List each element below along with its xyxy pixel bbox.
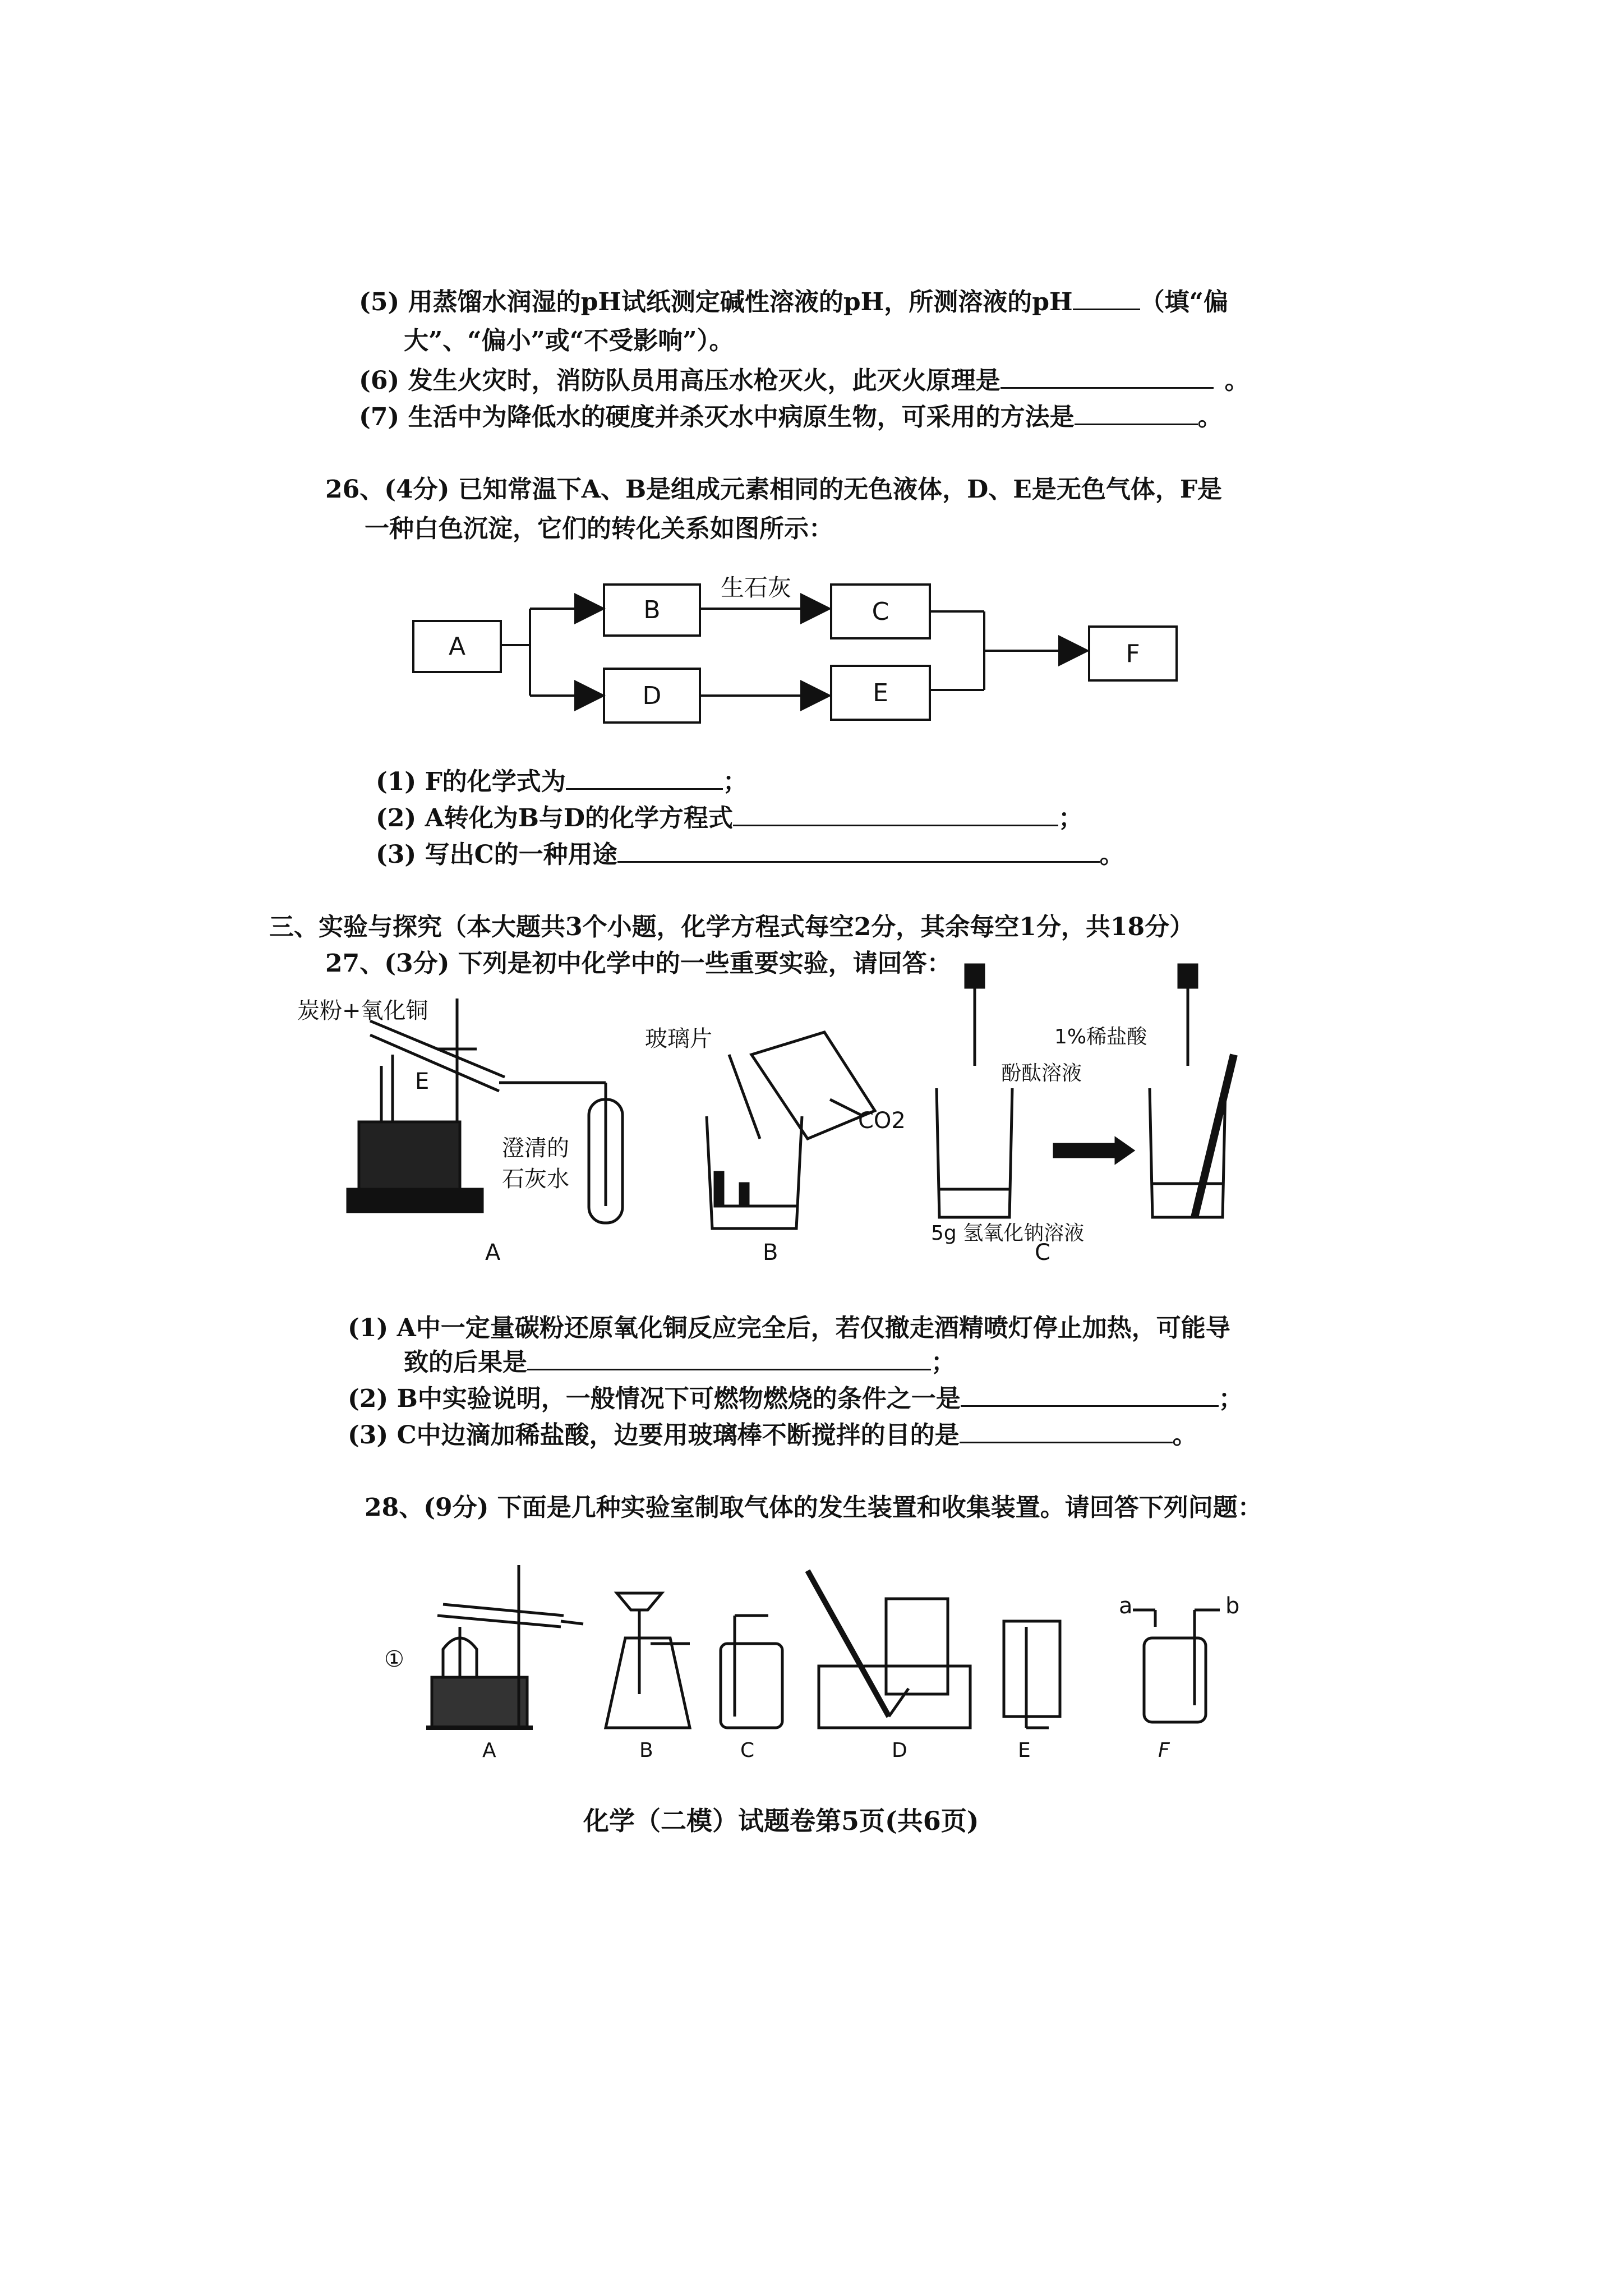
q28-cap-c: C [740,1739,755,1762]
q27-fig-a-caption: A [485,1240,501,1266]
q27-fig-c-caption: C [1035,1240,1050,1266]
q27-fig-b-caption: B [763,1240,778,1266]
q26-s1-text: (1) F的化学式为 [376,767,566,796]
q25-p5a: (5) 用蒸馏水润湿的pH试纸测定碱性溶液的pH，所测溶液的pH [359,288,1073,316]
q28-cap-a: A [482,1739,496,1762]
q26-intro2-text: 一种白色沉淀，它们的转化关系如图所示： [365,514,833,543]
q27-s3end: 。 [1172,1421,1197,1450]
q25-p7end: 。 [1197,403,1223,431]
q27-intro-text: 27、(3分) 下列是初中化学中的一些重要实验，请回答： [325,949,952,978]
q27-fig-a-label3: 澄清的 [502,1135,569,1161]
q27-s2end: ； [1218,1384,1243,1413]
q26-s2-text: (2) A转化为B与D的化学方程式 [376,804,734,832]
q27-fig-b-label2: CO2 [858,1108,906,1134]
q28-cap-d: D [892,1739,907,1762]
page-footer: 化学（二模）试题卷第5页(共6页) [583,1806,979,1836]
q26-s2end: ； [1058,804,1083,832]
section3-title-text: 三、实验与探究（本大题共3个小题，化学方程式每空2分，其余每空1分，共18分） [269,913,1195,941]
q26-s3end: 。 [1099,840,1124,869]
q26-box-b-label: B [643,596,661,624]
q27-s2-text: (2) B中实验说明，一般情况下可燃物燃烧的条件之一是 [348,1384,961,1413]
q25-p6: (6) 发生火灾时，消防队员用高压水枪灭火，此灭火原理是 [359,366,1000,395]
q28-intro-text: 28、(9分) 下面是几种实验室制取气体的发生装置和收集装置。请回答下列问题： [365,1493,1262,1522]
q28-cap-e: E [1018,1739,1031,1762]
q26-box-f-label: F [1126,639,1140,668]
q26-s3-text: (3) 写出C的一种用途 [376,840,617,869]
q25-p5c: 大”、“偏小”或“不受影响”）。 [404,326,734,355]
q26-s1end: ； [722,767,748,796]
q27-fig-c-label2: 酚酞溶液 [1001,1062,1082,1085]
q27-s3-text: (3) C中边滴加稀盐酸，边要用玻璃棒不断搅拌的目的是 [348,1421,960,1450]
q27-fig-b-label1: 玻璃片 [645,1026,712,1052]
q28-marker: ① [384,1646,404,1672]
q25-p5b: （填“偏 [1140,288,1228,316]
q28-cap-b: B [639,1739,653,1762]
q27-s1end: ； [931,1348,956,1377]
q26-intro1-text: 26、(4分) 已知常温下A、B是组成元素相同的无色液体，D、E是无色气体，F是 [325,475,1223,504]
q26-arrow-label: 生石灰 [721,574,792,601]
q25-p6end: 。 [1224,366,1249,395]
q27-fig-c-label3: 5g 氢氧化钠溶液 [931,1222,1085,1245]
q26-box-c-label: C [872,597,889,626]
q27-s1a-text: (1) A中一定量碳粉还原氧化铜反应完全后，若仅撤走酒精喷灯停止加热，可能导 [348,1314,1230,1342]
q27-fig-a-label2: E [415,1069,430,1094]
q25-p7: (7) 生活中为降低水的硬度并杀灭水中病原生物，可采用的方法是 [359,403,1075,431]
q27-s1b-text: 致的后果是 [404,1348,527,1377]
q26-box-e-label: E [873,678,888,707]
q27-fig-a-label1: 炭粉+氧化铜 [297,998,428,1024]
q27-fig-a-label4: 石灰水 [502,1166,569,1192]
q26-box-a-label: A [448,632,466,661]
q26-box-d-label: D [642,681,662,710]
q27-fig-c-label1: 1%稀盐酸 [1054,1025,1147,1048]
q28-port-b: b [1225,1593,1240,1619]
q28-port-a: a [1119,1593,1133,1619]
q28-cap-f: F [1158,1739,1170,1762]
